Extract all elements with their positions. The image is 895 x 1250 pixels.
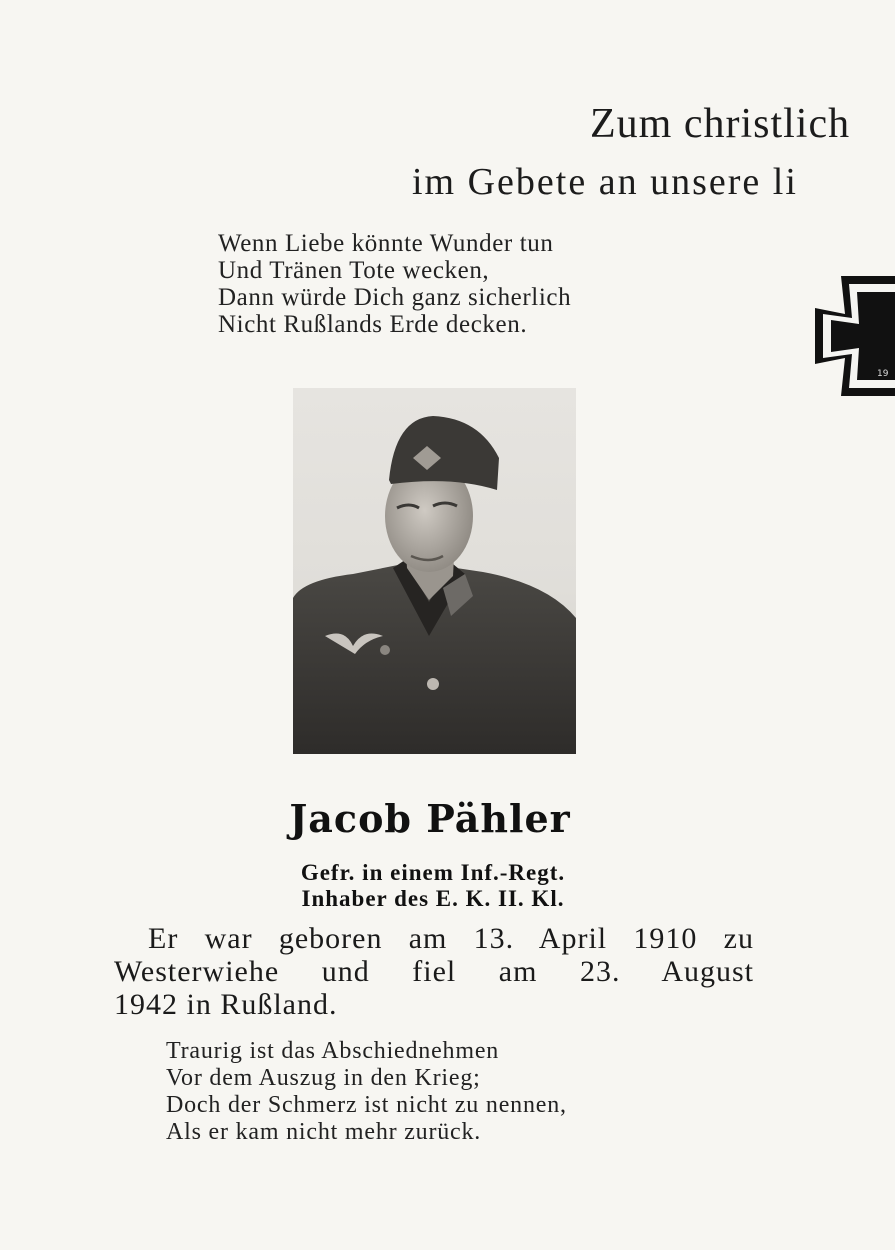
bio-line: 1942 in Rußland. <box>114 988 338 1021</box>
bio-line: Westerwiehe und fiel am 23. August <box>114 955 754 988</box>
cross-year: 19 <box>877 369 889 379</box>
rank-line: Gefr. in einem Inf.-Regt. <box>300 860 566 885</box>
header-line-1: Zum christlich <box>590 101 851 147</box>
bio-line: Er war geboren am 13. April 1910 zu <box>148 922 754 955</box>
rank-block <box>0 860 866 912</box>
poem-top-line: Dann würde Dich ganz sicherlich <box>218 284 572 311</box>
poem-bottom-line: Doch der Schmerz ist nicht zu nennen, <box>166 1092 567 1118</box>
poem-top-line: Wenn Liebe könnte Wunder tun <box>218 230 554 257</box>
poem-bottom <box>166 1038 567 1146</box>
iron-cross-icon <box>815 276 895 396</box>
poem-bottom-line: Vor dem Auszug in den Krieg; <box>166 1065 481 1091</box>
poem-top <box>218 230 571 338</box>
poem-bottom-line: Traurig ist das Abschiednehmen <box>166 1038 500 1064</box>
poem-top-line: Und Tränen Tote wecken, <box>218 257 490 284</box>
rank-line: Inhaber des E. K. II. Kl. <box>301 886 565 911</box>
header-line-2: im Gebete an unsere li <box>412 161 798 203</box>
deceased-name: Jacob Pähler <box>289 796 571 841</box>
poem-top-line: Nicht Rußlands Erde decken. <box>218 311 528 338</box>
portrait-photo <box>293 388 576 754</box>
biography <box>114 922 754 1021</box>
poem-bottom-line: Als er kam nicht mehr zurück. <box>166 1119 482 1145</box>
